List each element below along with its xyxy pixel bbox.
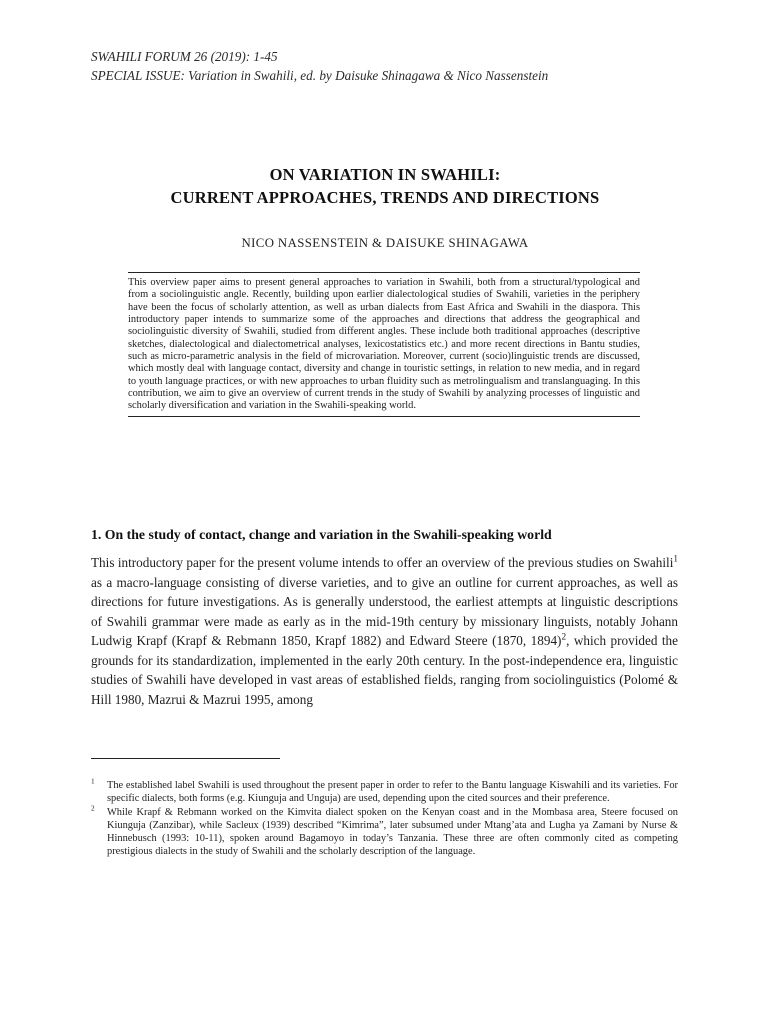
footnote-divider: [91, 758, 280, 759]
paragraph-text-1: This introductory paper for the present volume intends to offer an overview of the previous studies on Swahili: [91, 555, 674, 570]
footnote-text-1: The established label Swahili is used throughout the present paper in order to refer to the Bantu language Kiswahili and its varieties. For specific dialects, both forms (e.g. Kiunguja and Unguja) are used, depending upon the cited sources and their preference.: [107, 780, 678, 804]
title-line-1: ON VARIATION IN SWAHILI:: [269, 165, 501, 184]
footnote-1: [91, 777, 678, 806]
paragraph-text-3: , which provided the grounds for its standardization, implemented in the early 20th century. In the post-independence era, linguistic studies of Swahili have developed in vast areas of established fields, ranging from sociolinguistics (Polomé & Hill 1980, Mazrui & Mazrui 1995, among: [91, 633, 678, 707]
footnote-2: [91, 804, 678, 859]
footnote-marker-1: 1: [91, 777, 95, 786]
footnote-text-2: While Krapf & Rebmann worked on the Kimvita dialect spoken on the Kenyan coast and in the Mombasa area, Steere focused on Kiunguja (Zanzibar), while Sacleux (1939) described “Kimrima”, later subsumed under Mtang’ata and Lugha ya Zamani by Nurse & Hinnebusch (1993: 10-11), spoken around Bagamoyo in today’s Tanzania. These three are often commonly cited as competing prestigious dialects in the study of Swahili and the scholarly description of the language.: [107, 806, 678, 857]
section-heading: 1. On the study of contact, change and variation in the Swahili-speaking world: [91, 527, 552, 542]
special-issue-line: SPECIAL ISSUE: Variation in Swahili, ed. by Daisuke Shinagawa & Nico Nassenstein: [91, 67, 549, 83]
abstract: This overview paper aims to present general approaches to variation in Swahili, both from a structural/typological and from a sociolinguistic angle. Recently, building upon earlier dialectological studies of Swahili, varieties in the periphery have been the focus of scholarly attention, as well as urban dialects from East Africa and Swahili in the diaspora. This introductory paper intends to summarize some of the approaches and directions that address the geographical and sociolinguistic diversity of Swahili, studied from different angles. These include both traditional approaches (descriptive sketches, dialectological and dialectometrical analyses, lexicostatistics etc.) and more recent directions in Bantu studies, such as micro-parametric analysis in the field of microvariation. Moreover, current (socio)linguistic trends are discussed, which mostly deal with language contact, diversity and change in touristic settings, in relation to new media, and in regard to youth language practices, or with new approaches to urban fluidity such as metrolingualism and translanguaging. In this contribution, we aim to give an overview of current trends in the study of Swahili by analyzing processes of linguistic and scholarly diversification and variation in the Swahili-speaking world.: [128, 272, 640, 417]
title-line-2: CURRENT APPROACHES, TRENDS AND DIRECTIONS: [170, 188, 600, 207]
body-paragraph: [91, 553, 678, 709]
footnote-marker-2: 2: [91, 804, 95, 813]
journal-citation: SWAHILI FORUM 26 (2019): 1-45: [91, 49, 278, 64]
paper-title: [91, 163, 679, 209]
footnote-ref-2[interactable]: 2: [561, 631, 567, 642]
journal-header: [91, 48, 691, 85]
paragraph-text-2: as a macro-language consisting of diverse varieties, and to give an outline for current approaches, as well as directions for future investigations. As is generally understood, the earliest attempts at linguistic descriptions of Swahili grammar were made as early as in the mid-19th century by missionary linguists, notably Johann Ludwig Krapf (Krapf & Rebmann 1850, Krapf 1882) and Edward Steere (1870, 1894): [91, 574, 678, 649]
footnotes: [91, 777, 678, 859]
author-line: NICO NASSENSTEIN & DAISUKE SHINAGAWA: [241, 236, 529, 250]
footnote-ref-1[interactable]: 1: [673, 553, 678, 564]
